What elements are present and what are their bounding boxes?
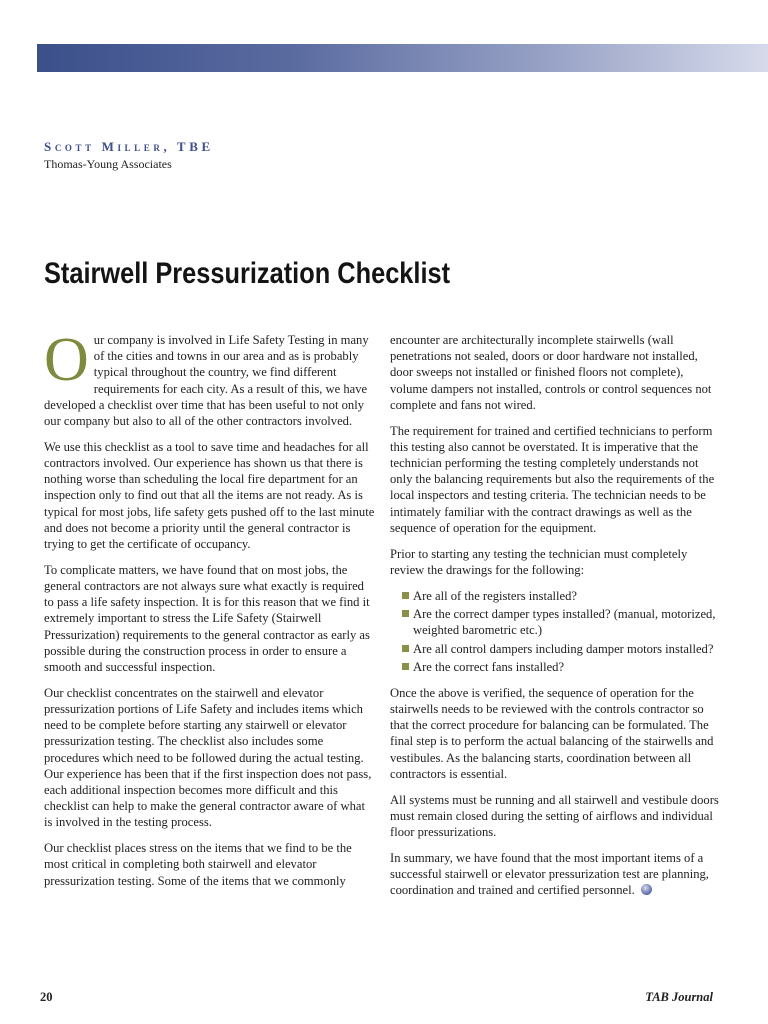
paragraph: We use this checklist as a tool to save time and headaches for all contractors involved. Our experience has shown us that there is nothing worse than scheduling the local fire department for an inspection only to find out that all the items are not ready. As is typical for most jobs, life safety gets pushed off to the last minute and does not become a priority until the general contractor is trying to get the certificate of occupancy. — [44, 439, 375, 552]
drop-cap: O — [44, 326, 89, 394]
paragraph: Prior to starting any testing the technician must completely review the drawings for the following: — [390, 546, 688, 577]
square-bullet-icon — [402, 645, 409, 652]
square-bullet-icon — [402, 663, 409, 670]
right-column — [390, 332, 722, 908]
paragraph: Once the above is verified, the sequence of operation for the stairwells needs to be reviewed with the controls contractor so that the correct procedure for balancing can be formulated. The final step is to perform the actual balancing of the stairwells and vestibules. As the balancing starts, coordination between all contractors is essential. — [390, 685, 714, 781]
list-item-text: Are the correct damper types installed? (manual, motorized, weighted barometric etc.) — [413, 607, 716, 638]
list-item — [402, 606, 722, 638]
header-bar — [37, 44, 768, 72]
paragraph: To complicate matters, we have found that on most jobs, the general contractors are not always sure what exactly is required to pass a life safety inspection. It is for this reason that we find it extremely important to stress the Life Safety (Stairwell Pressurization) requirements to the general contractor as early as possible during the construction process in order to ensure a smooth and successful inspection. — [44, 562, 370, 675]
paragraph: All systems must be running and all stairwell and vestibule doors must remain closed during the setting of airflows and individual floor pressurizations. — [390, 792, 719, 840]
article-title: Stairwell Pressurization Checklist — [44, 257, 451, 290]
page-number: 20 — [40, 990, 53, 1004]
author-name: Scott Miller, TBE — [44, 139, 214, 154]
square-bullet-icon — [402, 610, 409, 617]
left-column — [44, 326, 375, 898]
paragraph: Our checklist places stress on the items that we find to be the most critical in completing both stairwell and elevator pressurization testing. Some of the items that we commonly — [44, 841, 352, 888]
paragraph: The requirement for trained and certified technicians to perform this testing also cannot be overstated. It is imperative that the technician performing the testing completely understands not only the balancing requirements but also the requirements of the local inspectors and testing criteria. The technician needs to be intimately familiar with the contract drawings as well as the sequence of operation for the equipment. — [390, 423, 715, 535]
list-item-text: Are the correct fans installed? — [413, 660, 565, 674]
list-item-text: Are all control dampers including damper motors installed? — [413, 641, 714, 656]
paragraph: Our checklist concentrates on the stairwell and elevator pressurization portions of Life Safety and includes items which need to be complete before starting any stairwell or elevator pressurization testing. The checklist also includes some procedures which need to be followed during the actual testing. Our experience has been that if the first inspection does not pass, each additional inspection becomes more difficult and this checklist can help to make the general contractor aware of what is involved in the testing process. — [44, 685, 372, 830]
list-item-text: Are all of the registers installed? — [413, 588, 578, 603]
paragraph — [44, 326, 375, 429]
list-item — [402, 588, 722, 604]
paragraph: encounter are architecturally incomplete stairwells (wall penetrations not sealed, doors or door hardware not installed, door sweeps not installed or finished floors not complete), volume dampers not installed, controls or control sequences not complete and fans not wired. — [390, 333, 712, 412]
list-item — [402, 641, 722, 657]
square-bullet-icon — [402, 592, 409, 599]
journal-name: TAB Journal — [645, 990, 713, 1004]
paragraph-text: ur company is involved in Life Safety Testing in many of the cities and towns in our area and as is probably typical throughout the country, we find different requirements for each city. As a result of this, we have developed a checklist over time that has been useful to not only our company but also to all of the other contractors involved. — [44, 333, 369, 429]
end-of-article-icon — [641, 884, 652, 895]
paragraph — [390, 850, 722, 899]
author-affiliation: Thomas-Young Associates — [44, 157, 172, 171]
list-item — [402, 659, 722, 675]
checklist-bullets — [402, 588, 722, 676]
paragraph-text: In summary, we have found that the most important items of a successful stairwell or elevator pressurization test are planning, coordination and trained and certified personnel. — [390, 850, 709, 898]
